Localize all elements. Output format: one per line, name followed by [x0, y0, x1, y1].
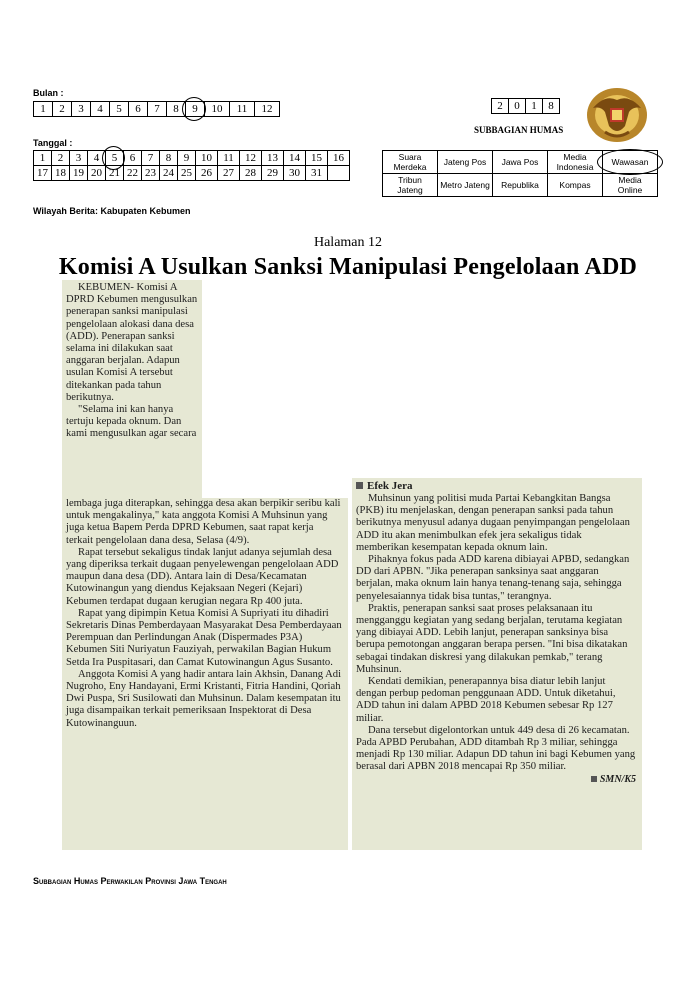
date-cell: 5 [106, 151, 124, 166]
media-table [382, 150, 658, 197]
media-cell: Wawasan [603, 151, 658, 174]
date-cell: 25 [178, 166, 196, 181]
media-cell: Kompas [548, 174, 603, 197]
year-digit-cell: 1 [526, 99, 543, 114]
date-cell: 11 [218, 151, 240, 166]
date-cell: 1 [34, 151, 52, 166]
article-paragraph: Muhsinun yang politisi muda Partai Kebangkitan Bangsa (PKB) itu menjelaskan, dengan penerapan sanksi pada tahun berikutnya menyusul adanya dugaan penyimpangan pengelolaan ADD itu akan menimbulkan efek jera sekaligus tidak memberikan kesempatan kepada oknum lain. [356, 493, 630, 553]
date-cell: 20 [88, 166, 106, 181]
year-digit-cell: 0 [509, 99, 526, 114]
clipping-left-column [62, 498, 348, 850]
date-cell: 29 [262, 166, 284, 181]
date-cell: 2 [52, 151, 70, 166]
date-cell: 4 [88, 151, 106, 166]
selection-circle-icon [597, 149, 663, 175]
article-paragraph: lembaga juga diterapkan, sehingga desa akan berpikir seribu kali untuk mengakalinya," kata anggota Komisi A Muhsinun yang juga ketua Bapem Perda DPRD Kebumen, saat rapat kerja terkait pengelolaan dana desa, Selasa (4/9). [66, 498, 341, 546]
date-cell: 31 [306, 166, 328, 181]
article-paragraph: Kendati demikian, penerapannya bisa diatur lebih lanjut dengan perbup pedoman penggunaan ADD. Untuk diketahui, ADD tahun ini dalam APBD 2018 Kebumen sebesar Rp 127 miliar. [356, 676, 616, 724]
footer-text: Subbagian Humas Perwakilan Provinsi Jawa Tengah [33, 876, 227, 886]
section-heading-efek-jera: Efek Jera [356, 480, 636, 492]
clipping-narrow-column [62, 280, 202, 498]
end-square-icon [591, 776, 597, 782]
month-cell: 6 [129, 102, 148, 117]
year-digit-cell: 2 [492, 99, 509, 114]
media-cell: Suara Merdeka [383, 151, 438, 174]
month-cell: 5 [110, 102, 129, 117]
date-cell: 14 [284, 151, 306, 166]
date-cell: 21 [106, 166, 124, 181]
date-cell: 12 [240, 151, 262, 166]
date-cell: 6 [124, 151, 142, 166]
clipping-right-column [352, 478, 642, 850]
media-cell: Metro Jateng [438, 174, 493, 197]
date-cell: 7 [142, 151, 160, 166]
month-cell: 10 [205, 102, 230, 117]
empty-cell [328, 166, 350, 181]
date-cell: 8 [160, 151, 178, 166]
article-paragraph: Rapat tersebut sekaligus tindak lanjut adanya sejumlah desa yang diperiksa terkait dugaan penyelewengan pengelolaan ADD maupun dana desa (DD). Antara lain di Desa/Kecamatan Kutowinangun yang diendus Kejaksaan Negeri (Kejari) Kebumen terdapat dugaan kerugian negara Rp 400 juta. [66, 546, 339, 607]
media-cell: Media Indonesia [548, 151, 603, 174]
wilayah-berita: Wilayah Berita: Kabupaten Kebumen [33, 206, 191, 216]
article-paragraph: Anggota Komisi A yang hadir antara lain Akhsin, Danang Adi Nugroho, Eny Handayani, Ermi Kristanti, Fitria Handini, Qoriah Dwi Puspa, Sri Susilowati dan Muhsinun. Dalam kesempatan itu juga disampaikan terkait pemeriksaan Inspektorat di Desa Kutowinanguun. [66, 668, 342, 729]
date-cell: 3 [70, 151, 88, 166]
date-cell: 17 [34, 166, 52, 181]
article-paragraph: "Selama ini kan hanya tertuju kepada oknum. Dan kami mengusulkan agar secara [66, 404, 197, 440]
media-cell: Tribun Jateng [383, 174, 438, 197]
article-paragraph: KEBUMEN- Komisi A DPRD Kebumen mengusulkan penerapan sanksi manipulasi pengelolaan alokasi dana desa (ADD). Penerapan sanksi selama ini dilakukan saat anggaran berjalan. Adapun usulan Komisi A tersebut ditekankan pada tahun berikutnya. [66, 282, 198, 403]
tanggal-table [33, 150, 350, 181]
date-cell: 10 [196, 151, 218, 166]
month-cell: 12 [255, 102, 280, 117]
page-number: Halaman 12 [313, 235, 383, 250]
date-cell: 9 [178, 151, 196, 166]
date-cell: 28 [240, 166, 262, 181]
month-cell: 9 [186, 102, 205, 117]
date-cell: 22 [124, 166, 142, 181]
article-paragraph: Rapat yang dipimpin Ketua Komisi A Supriyati itu dihadiri Sekretaris Dinas Pemberdayaan Masyarakat Desa Pemberdayaan Perempuan dan Perlindungan Anak (Dispermades P3A) Kebumen Siti Nuriyatun Fauziyah, perwakilan Bagian Hukum Setda Ira Puspitasari, dan Camat Kutowinangun Agus Susanto. [66, 607, 342, 668]
subbagian-title: SUBBAGIAN HUMAS [474, 125, 564, 135]
selection-circle-icon [182, 97, 206, 121]
date-cell: 24 [160, 166, 178, 181]
bulan-table [33, 101, 280, 117]
year-table [491, 98, 560, 114]
month-cell: 7 [148, 102, 167, 117]
date-cell: 18 [52, 166, 70, 181]
bullet-square-icon [356, 482, 363, 489]
article-paragraph: Dana tersebut digelontorkan untuk 449 desa di 26 kecamatan. Pada APBD Perubahan, ADD ditambah Rp 3 miliar, sehingga menjadi Rp 130 miliar. Adapun DD tahun ini bagi Kebumen yang berasal dari APBN 2018 mencapai Rp 350 miliar. [356, 724, 636, 773]
media-cell: Jawa Pos [493, 151, 548, 174]
month-cell: 2 [53, 102, 72, 117]
article-paragraph: Pihaknya fokus pada ADD karena dibiayai APBD, sedangkan DD dari APBN. "Jika penerapan sanksinya saat anggaran berjalan, maka oknum lain hanya tenang-tenang saja, sehingga penyelesaiannya tidak bisa tuntas," terangnya. [356, 554, 630, 602]
date-cell: 19 [70, 166, 88, 181]
year-digit-cell: 8 [543, 99, 560, 114]
article-paragraph: Praktis, penerapan sanksi saat proses pelaksanaan itu mengganggu kegiatan yang sedang berjalan, terutama kegiatan yang dibiayai ADD. Lebih lanjut, penerapan sanksinya bisa berupa pemotongan anggaran berapa persen. "Ini bisa dikatakan sebagai tindakan diskresi yang dilakukan pemkab," terang Muhsinun. [356, 602, 628, 675]
date-cell: 23 [142, 166, 160, 181]
date-cell: 16 [328, 151, 350, 166]
date-cell: 30 [284, 166, 306, 181]
date-cell: 15 [306, 151, 328, 166]
month-cell: 11 [230, 102, 255, 117]
byline: SMN/K5 [356, 774, 636, 785]
date-cell: 13 [262, 151, 284, 166]
media-cell: Jateng Pos [438, 151, 493, 174]
garuda-logo-icon [585, 86, 649, 144]
date-cell: 26 [196, 166, 218, 181]
headline: Komisi A Usulkan Sanksi Manipulasi Pengelolaan ADD [58, 254, 638, 280]
bulan-label: Bulan : [33, 88, 64, 98]
media-cell: Media Online [603, 174, 658, 197]
date-cell: 27 [218, 166, 240, 181]
month-cell: 4 [91, 102, 110, 117]
tanggal-label: Tanggal : [33, 138, 73, 148]
month-cell: 1 [34, 102, 53, 117]
month-cell: 8 [167, 102, 186, 117]
month-cell: 3 [72, 102, 91, 117]
media-cell: Republika [493, 174, 548, 197]
